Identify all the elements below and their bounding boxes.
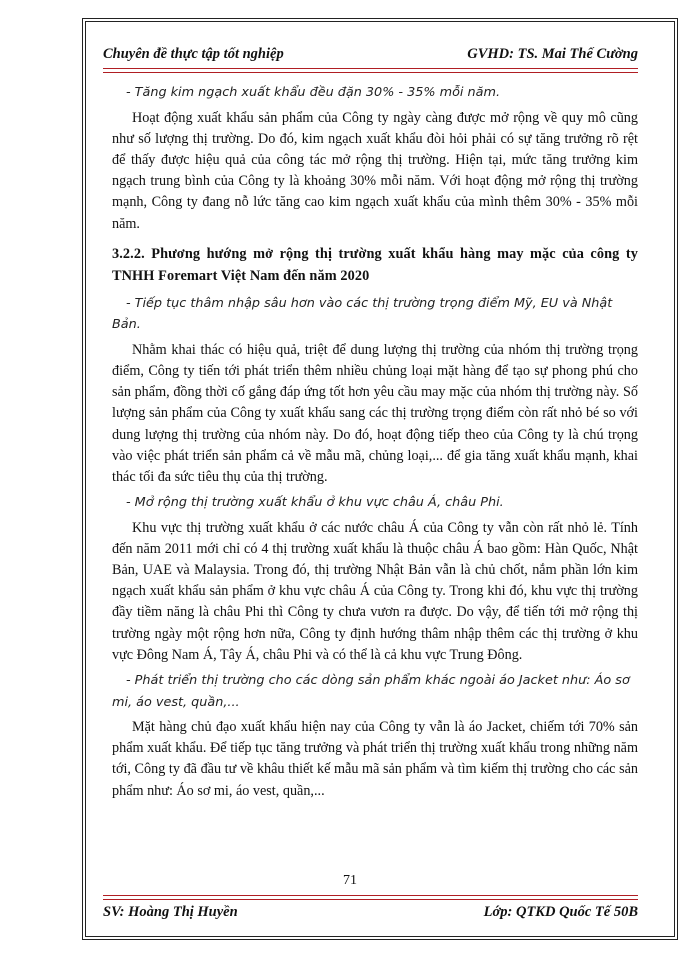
footer-rule <box>103 895 638 900</box>
header-title: Chuyên đề thực tập tốt nghiệp <box>103 46 284 62</box>
bullet-export-growth: - Tăng kim ngạch xuất khẩu đều đặn 30% - 35% mỗi năm. <box>126 85 501 100</box>
paragraph-key-markets: Nhằm khai thác có hiệu quả, triệt để dung lượng thị trường của nhóm thị trường trọng điểm, Công ty tiến tới phát triển thêm nhiều chủng loại mặt hàng để tạo sự phong phú cho sản phẩm, đồng thời cố gắng đáp ứng tốt hơn yêu cầu may mặc của nhóm thị trường này. Số lượng sản phẩm của Công ty xuất khẩu sang các thị trường trọng điểm còn rất nhỏ bé so với dung lượng thị trường của nhóm này. Do đó, hoạt động tiếp theo của Công ty là chú trọng vào việc phát triển sản phẩm cả về mẫu mã, chủng loại,... để gia tăng xuất khẩu mạnh, khai thác tối đa sức tiêu thụ của thị trường. <box>112 341 638 485</box>
footer-student: SV: Hoàng Thị Huyền <box>103 904 238 920</box>
section-heading: 3.2.2. Phương hướng mở rộng thị trường xuất khẩu hàng may mặc của công ty TNHH Foremart Việt Nam đến năm 2020 <box>112 245 638 284</box>
footer-class: Lớp: QTKD Quốc Tế 50B <box>483 904 638 920</box>
paragraph-asia-africa: Khu vực thị trường xuất khẩu ở các nước châu Á của Công ty vẫn còn rất nhỏ lẻ. Tính đến năm 2011 mới chỉ có 4 thị trường xuất khẩu là thuộc châu Á bao gồm: Hàn Quốc, Nhật Bản, UAE và Malaysia. Trong đó, thị trường Nhật Bản vẫn là chủ chốt, nắm phần lớn kim ngạch xuất khẩu sản phẩm ở khu vực châu Á của Công ty. Trong khi đó, khu vực thị trường đầy tiềm năng là châu Phi thì Công ty chưa vươn ra được. Do vậy, để tiến tới mở rộng thị trường ngày một rộng hơn nữa, Công ty định hướng thâm nhập thêm các thị trường ở khu vực Đông Nam Á, Tây Á, châu Phi và có thể là cả khu vực Trung Đông. <box>112 519 638 663</box>
bullet-key-markets: - Tiếp tục thâm nhập sâu hơn vào các thị trường trọng điểm Mỹ, EU và Nhật Bản. <box>112 295 613 333</box>
page-number: 71 <box>343 873 357 888</box>
page-header <box>103 46 638 68</box>
header-rule <box>103 68 638 73</box>
paragraph-export-activity: Hoạt động xuất khẩu sản phẩm của Công ty ngày càng được mở rộng về quy mô cũng như số lượng thị trường. Do đó, kim ngạch xuất khẩu đòi hỏi phải có sự tăng trưởng rõ rệt để thấy được hiệu quả của công tác mở rộng thị trường. Hiện tại, mức tăng trưởng kim ngạch trung bình của Công ty là khoảng 30% mỗi năm. Với hoạt động mở rộng thị trường mạnh, Công ty đang nỗ lức tăng cao kim ngạch xuất khẩu của mình thêm 30% - 35% mỗi năm. <box>112 109 638 232</box>
paragraph-other-products: Mặt hàng chủ đạo xuất khẩu hiện nay của Công ty vẫn là áo Jacket, chiếm tới 70% sản phẩm xuất khẩu. Để tiếp tục tăng trưởng và phát triển thị trường xuất khẩu trong những năm tới, Công ty đã đầu tư về khâu thiết kế mẫu mã sản phẩm và tìm kiếm thị trường cho các sản phẩm như: Áo sơ mi, áo vest, quần,... <box>112 719 638 799</box>
page-content <box>112 78 638 802</box>
bullet-other-products: - Phát triển thị trường cho các dòng sản phẩm khác ngoài áo Jacket như: Áo sơ mi, áo vest, quần,... <box>112 673 630 710</box>
bullet-asia-africa: - Mở rộng thị trường xuất khẩu ở khu vực châu Á, châu Phi. <box>126 495 504 511</box>
header-advisor: GVHD: TS. Mai Thế Cường <box>467 46 638 62</box>
page-footer <box>103 904 638 926</box>
